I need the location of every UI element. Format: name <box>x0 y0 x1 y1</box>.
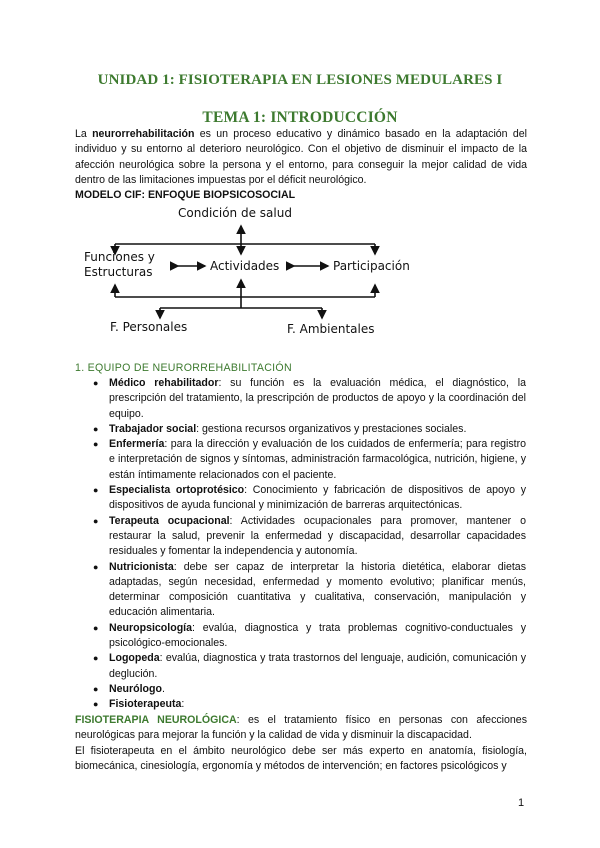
team-desc: . <box>161 682 165 695</box>
team-desc: : debe ser capaz de interpretar la historia dietética, elaborar dietas adaptadas, según necesidad, enfermedad y momento evolutivo; planificar menús, determinar composición cuantitativa y cualitativa, conservación, manipulación y educación alimentaria. <box>109 560 526 619</box>
team-role: Fisioterapeuta <box>109 698 182 711</box>
team-role: Neurólogo <box>109 682 162 695</box>
team-role: Nutricionista <box>109 560 174 573</box>
fisio-label: FISIOTERAPIA NEUROLÓGICA <box>75 714 237 726</box>
list-item <box>93 376 526 422</box>
label-funciones-1: Funciones y <box>84 250 155 264</box>
label-actividades: Actividades <box>210 259 280 273</box>
intro-paragraph <box>75 127 527 188</box>
equipo-heading: 1. EQUIPO DE NEURORREHABILITACIÓN <box>75 362 292 374</box>
list-item <box>93 483 526 514</box>
label-ambientales: F. Ambientales <box>287 322 375 336</box>
list-item <box>93 560 526 621</box>
intro-post: es un proceso educativo y dinámico basado en la adaptación del individuo y su entorno al deterioro neurológico. Con el objetivo de disminuir el impacto de la afección neurológica sobre la persona y el entorno, para conseguir la mejor calidad de vida dentro de las limitaciones impuestas por el déficit neurológico. <box>75 128 527 186</box>
fisio-paragraph <box>75 713 527 774</box>
bullet-icon: ● <box>93 378 99 388</box>
list-item <box>93 697 526 712</box>
team-desc: : <box>181 698 185 711</box>
team-desc: : su función es la evaluación médica, el diagnóstico, la prescripción del tratamiento, la prescripción de productos de apoyo y la coordinación del equipo. <box>109 377 526 420</box>
unit-title: UNIDAD 1: FISIOTERAPIA EN LESIONES MEDULARES I <box>97 72 503 88</box>
team-desc: : Conocimiento y fabricación de dispositivos de apoyo y dispositivos de ayuda funcional y minimización de barreras arquitectónicas. <box>109 484 527 512</box>
page-number: 1 <box>518 797 525 809</box>
bullet-icon: ● <box>93 622 99 633</box>
list-item <box>93 621 526 652</box>
intro-keyword: neurorrehabilitación <box>92 128 195 140</box>
team-role: Enfermería <box>109 438 165 451</box>
bullet-icon: ● <box>93 561 99 572</box>
label-funciones-2: Estructuras <box>84 265 153 279</box>
bullet-icon: ● <box>93 485 99 496</box>
bullet-icon: ● <box>93 699 99 710</box>
team-list <box>93 376 526 713</box>
cif-heading: MODELO CIF: ENFOQUE BIOPSICOSOCIAL <box>75 189 296 201</box>
list-item <box>93 514 526 560</box>
bullet-icon: ● <box>93 515 99 526</box>
tema-title: TEMA 1: INTRODUCCIÓN <box>202 109 398 126</box>
label-participacion: Participación <box>333 259 410 273</box>
team-desc: : evalúa, diagnostica y trata problemas cognitivo-conductuales y psicológico-emocionales. <box>109 621 526 650</box>
list-item <box>93 422 526 437</box>
team-desc: : para la dirección y evaluación de los cuidados de enfermería; para registro e interpretación de signos y síntomas, administración farmacológica, nutrición, higiene, y están íntimamente relacionados con el paciente. <box>109 438 526 481</box>
fisio-text-2: El fisioterapeuta en el ámbito neurológico debe ser más experto en anatomía, fisiología, biomecánica, cinesiología, ergonomía y métodos de intervención; en factores psicológicos y <box>75 744 527 772</box>
label-personales: F. Personales <box>110 320 188 334</box>
list-item <box>93 437 526 483</box>
fisio-text: : es el tratamiento físico en personas con afecciones neurológicas para mejorar la función y la calidad de vida y disminuir la discapacidad. <box>75 714 527 742</box>
intro-pre: La <box>75 128 93 140</box>
bullet-icon: ● <box>93 439 99 450</box>
list-item <box>93 682 526 697</box>
team-role: Neuropsicología <box>109 621 192 634</box>
team-role: Terapeuta ocupacional <box>109 514 230 527</box>
team-role: Especialista ortoprotésico <box>109 484 245 497</box>
team-desc: : Actividades ocupacionales para promover, mantener o restaurar la salud, prevenir la enfermedad y discapacidad, desarrollar capacidades residuales y fomentar la independencia y autonomía. <box>109 514 526 558</box>
team-role: Logopeda <box>109 652 160 665</box>
team-role: Médico rehabilitador <box>109 377 219 389</box>
label-condicion: Condición de salud <box>178 206 292 220</box>
team-desc: : evalúa, diagnostica y trata trastornos del lenguaje, audición, comunicación y deglución. <box>109 652 526 680</box>
bullet-icon: ● <box>93 653 99 664</box>
bullet-icon: ● <box>93 683 99 694</box>
bullet-icon: ● <box>93 423 99 434</box>
list-item <box>93 651 526 682</box>
cif-diagram <box>70 200 430 345</box>
team-role: Trabajador social <box>109 422 197 435</box>
team-desc: : gestiona recursos organizativos y prestaciones sociales. <box>196 422 467 435</box>
